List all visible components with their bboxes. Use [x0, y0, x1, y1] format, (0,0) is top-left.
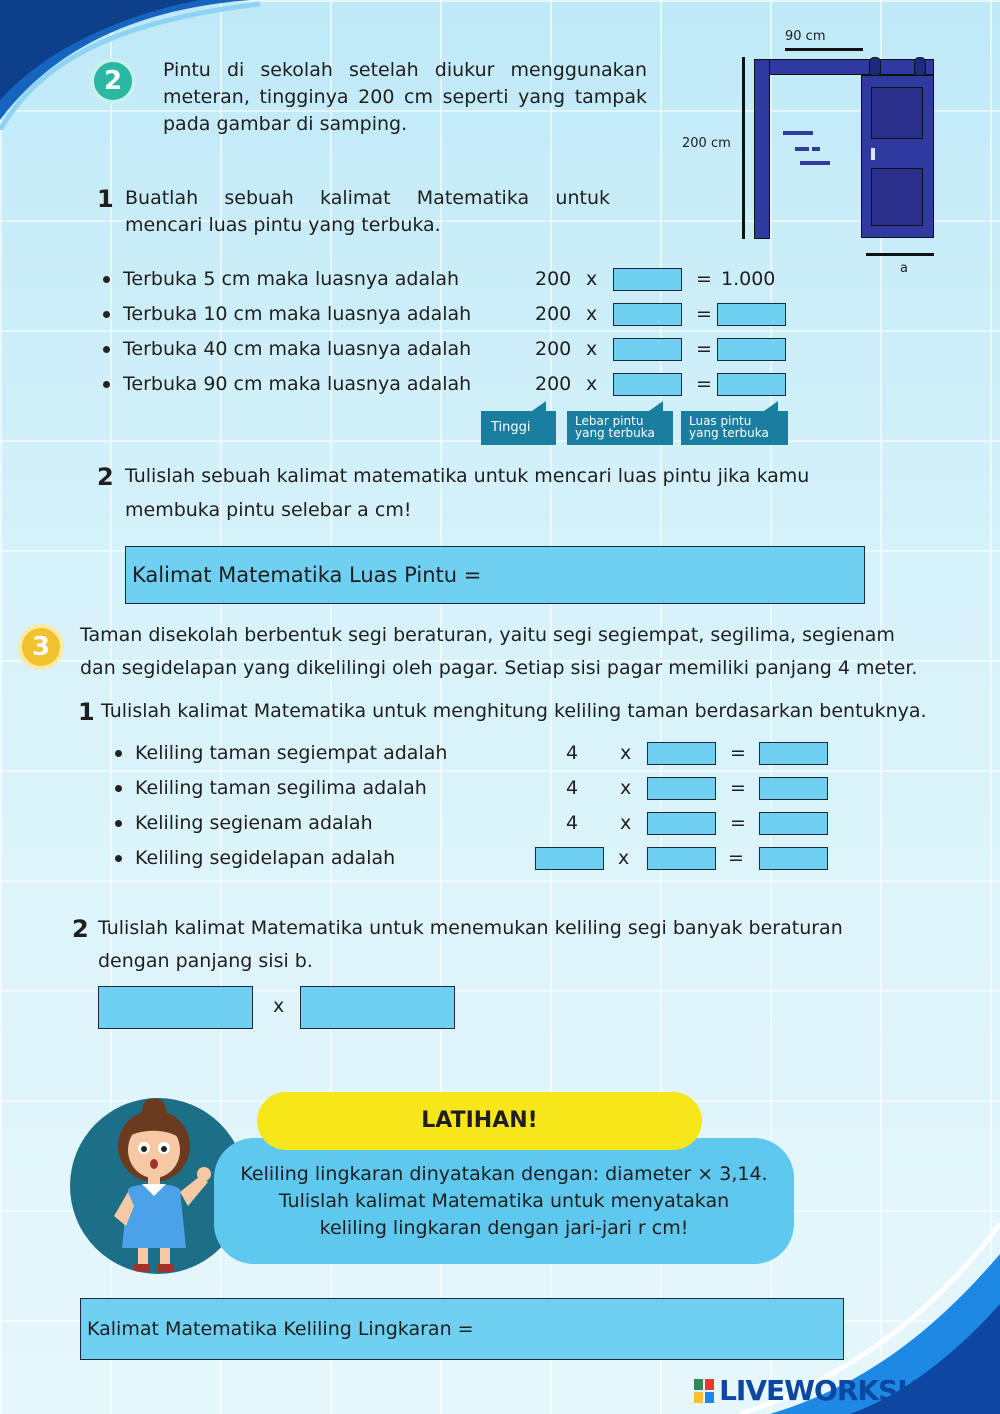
perimeter-row-equals: =	[730, 742, 746, 764]
tag-tinggi: Tinggi	[481, 411, 556, 445]
polygon-count-input[interactable]	[98, 986, 253, 1029]
door-row-equals: =	[696, 303, 712, 325]
door-row-times: x	[586, 268, 598, 290]
polygon-times: x	[273, 995, 285, 1017]
perimeter-row-count-input[interactable]	[647, 777, 716, 800]
latihan-line-2: Tulislah kalimat Matematika untuk menyatakan	[278, 1190, 730, 1212]
perimeter-row-times: x	[618, 847, 630, 869]
section-3-intro-line-2: dan segidelapan yang dikelilingi oleh pagar. Setiap sisi pagar memiliki panjang 4 meter.	[80, 657, 918, 679]
perimeter-row-label: Keliling segienam adalah	[135, 812, 373, 834]
task-2-2-line-1: Tulislah sebuah kalimat matematika untuk mencari luas pintu jika kamu	[125, 465, 810, 487]
door-open-label: a	[900, 261, 908, 276]
perimeter-row-count-input[interactable]	[647, 742, 716, 765]
task-2-2-step-number: 2	[97, 463, 114, 491]
latihan-line-1: Keliling lingkaran dinyatakan dengan: diameter × 3,14.	[240, 1163, 768, 1185]
perimeter-row-times: x	[620, 742, 632, 764]
circle-perimeter-answer-box[interactable]: Kalimat Matematika Keliling Lingkaran =	[80, 1298, 844, 1360]
door-row-label: Terbuka 40 cm maka luasnya adalah	[123, 338, 472, 360]
tag-lebar-pintu: Lebar pintu yang terbuka	[567, 411, 673, 445]
door-hanger-right	[914, 57, 926, 77]
section-3-intro-line-1: Taman disekolah berbentuk segi beraturan, yaitu segi segiempat, segilima, segienam	[80, 624, 895, 646]
section-2-intro-line-1: Pintu di sekolah setelah diukur menggunakan	[163, 59, 647, 81]
perimeter-row-equals: =	[730, 812, 746, 834]
door-row-height: 200	[535, 268, 572, 290]
door-height-label: 200 cm	[682, 136, 731, 151]
perimeter-row-result-input[interactable]	[759, 742, 828, 765]
door-row-label: Terbuka 90 cm maka luasnya adalah	[123, 373, 472, 395]
task-3-1-line: Tulislah kalimat Matematika untuk menghitung keliling taman berdasarkan bentuknya.	[101, 700, 927, 722]
door-row-width-input[interactable]	[613, 338, 682, 361]
door-row-times: x	[586, 303, 598, 325]
task-3-1-step-number: 1	[78, 698, 95, 726]
perimeter-row-count-input[interactable]	[647, 812, 716, 835]
door-panel	[861, 75, 934, 238]
door-row-width-input[interactable]	[613, 303, 682, 326]
door-row-label: Terbuka 10 cm maka luasnya adalah	[123, 303, 472, 325]
liveworksheets-logo-icon	[694, 1379, 714, 1403]
perimeter-row-result-input[interactable]	[759, 812, 828, 835]
door-frame-top	[754, 59, 934, 75]
section-2-intro-line-3: pada gambar di samping.	[163, 113, 408, 135]
task-2-1-step-number: 1	[97, 185, 114, 213]
tag-luas-pintu: Luas pintu yang terbuka	[681, 411, 788, 445]
perimeter-row-result-input[interactable]	[759, 847, 828, 870]
liveworksheets-logo	[694, 1374, 993, 1408]
door-row-times: x	[586, 373, 598, 395]
task-3-2-line-1: Tulislah kalimat Matematika untuk menemukan keliling segi banyak beraturan	[98, 917, 843, 939]
door-width-label: 90 cm	[785, 29, 826, 44]
perimeter-row-side: 4	[566, 812, 579, 834]
perimeter-row-label: Keliling segidelapan adalah	[135, 847, 396, 869]
door-width-line	[785, 48, 863, 51]
perimeter-row-count-input[interactable]	[647, 847, 716, 870]
door-row-times: x	[586, 338, 598, 360]
task-2-1-line-1: Buatlah sebuah kalimat Matematika untuk	[125, 187, 610, 209]
latihan-line-3: keliling lingkaran dengan jari-jari r cm!	[319, 1217, 689, 1239]
door-area-answer-box[interactable]: Kalimat Matematika Luas Pintu =	[125, 546, 865, 604]
door-row-result: 1.000	[721, 268, 776, 290]
door-row-height: 200	[535, 303, 572, 325]
perimeter-row-label: Keliling taman segilima adalah	[135, 777, 427, 799]
door-row-result-input[interactable]	[717, 303, 786, 326]
latihan-title-banner: LATIHAN!	[257, 1092, 702, 1150]
door-open-line	[866, 253, 934, 256]
door-height-line	[742, 57, 745, 239]
section-2-intro-line-2: meteran, tingginya 200 cm seperti yang tampak	[163, 86, 647, 108]
liveworksheets-logo-text: LIVEWORKSHEETS	[719, 1374, 994, 1407]
perimeter-row-label: Keliling taman segiempat adalah	[135, 742, 448, 764]
door-row-equals: =	[696, 268, 712, 290]
perimeter-row-times: x	[620, 812, 632, 834]
door-row-width-input[interactable]	[613, 373, 682, 396]
perimeter-row-equals: =	[730, 777, 746, 799]
door-row-width-input[interactable]	[613, 268, 682, 291]
section-3-badge: 3	[18, 624, 64, 670]
task-2-2-line-2: membuka pintu selebar a cm!	[125, 499, 412, 521]
perimeter-row-side: 4	[566, 777, 579, 799]
task-3-2-line-2: dengan panjang sisi b.	[98, 950, 313, 972]
perimeter-row-times: x	[620, 777, 632, 799]
section-2-badge: 2	[90, 58, 136, 104]
door-row-equals: =	[696, 338, 712, 360]
door-row-height: 200	[535, 373, 572, 395]
door-frame-side	[754, 59, 770, 239]
door-motion-lines	[783, 131, 813, 135]
door-row-result-input[interactable]	[717, 373, 786, 396]
door-row-result-input[interactable]	[717, 338, 786, 361]
perimeter-row-side-input[interactable]	[535, 847, 604, 870]
door-illustration	[670, 25, 950, 285]
task-3-2-step-number: 2	[72, 915, 89, 943]
perimeter-row-result-input[interactable]	[759, 777, 828, 800]
perimeter-row-equals: =	[728, 847, 744, 869]
polygon-side-input[interactable]	[300, 986, 455, 1029]
door-row-equals: =	[696, 373, 712, 395]
door-row-height: 200	[535, 338, 572, 360]
door-row-label: Terbuka 5 cm maka luasnya adalah	[123, 268, 460, 290]
perimeter-row-side: 4	[566, 742, 579, 764]
door-hanger-left	[869, 57, 881, 77]
task-2-1-line-2: mencari luas pintu yang terbuka.	[125, 214, 441, 236]
